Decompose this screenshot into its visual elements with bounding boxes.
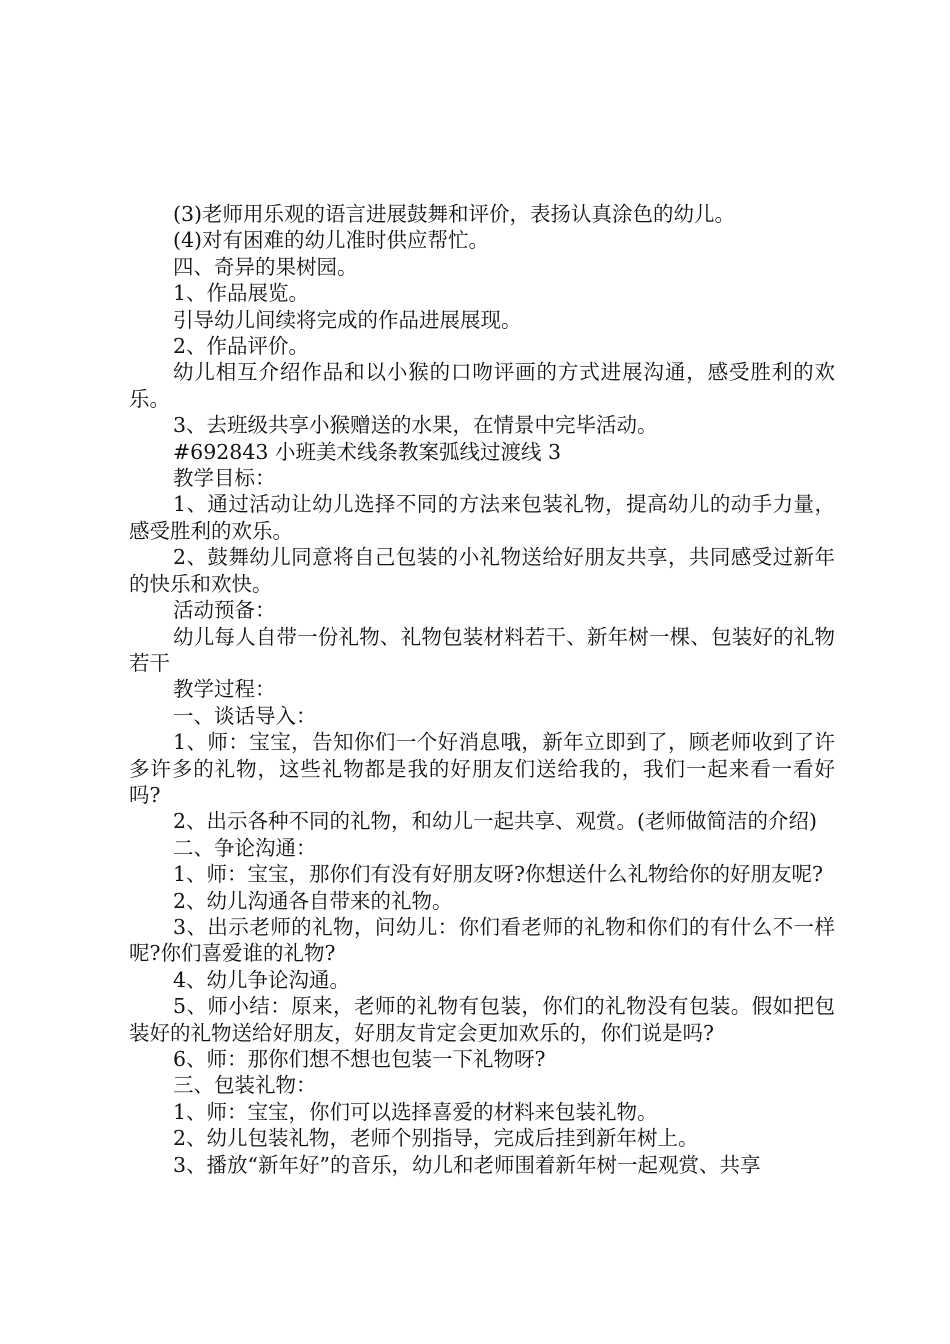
section-heading: 一、谈话导入： [173,703,317,728]
paragraph: 1、通过活动让幼儿选择不同的方法来包装礼物，提高幼儿的动手力量，感受胜利的欢乐。 [129,492,835,543]
section-heading: 教学目标： [173,466,276,491]
paragraph: 幼儿相互介绍作品和以小猴的口吻评画的方式进展沟通，感受胜利的欢乐。 [129,360,835,411]
paragraph: 1、师：宝宝，你们可以选择喜爱的材料来包装礼物。 [173,1099,658,1124]
paragraph: 2、鼓舞幼儿同意将自己包装的小礼物送给好朋友共享，共同感受过新年的快乐和欢快。 [129,545,835,596]
paragraph: (3)老师用乐观的语言进展鼓舞和评价，表扬认真涂色的幼儿。 [173,202,736,226]
paragraph: 6、师：那你们想不想也包装一下礼物呀? [173,1047,546,1071]
section-heading: 三、包装礼物： [173,1073,317,1098]
section-heading: 教学过程： [173,677,276,702]
paragraph: 1、作品展览。 [173,281,310,306]
paragraph: 1、师：宝宝，那你们有没有好朋友呀?你想送什么礼物给你的好朋友呢? [173,862,824,887]
paragraph: 3、去班级共享小猴赠送的水果，在情景中完毕活动。 [173,413,658,438]
paragraph: 引导幼儿间续将完成的作品进展展现。 [173,307,522,332]
paragraph: 2、幼儿沟通各自带来的礼物。 [173,888,453,913]
paragraph: 4、幼儿争论沟通。 [173,967,351,992]
section-heading: 四、奇异的果树园。 [173,254,358,279]
paragraph: 1、师：宝宝，告知你们一个好消息哦，新年立即到了，顾老师收到了许多许多的礼物，这些礼物都是我的好朋友们送给我的，我们一起来看一看好吗? [129,730,835,807]
document-title: #692843 小班美术线条教案弧线过渡线 3 [173,439,562,464]
paragraph: 2、幼儿包装礼物，老师个别指导，完成后挂到新年树上。 [173,1126,699,1151]
paragraph: 3、出示老师的礼物，问幼儿：你们看老师的礼物和你们的有什么不一样呢?你们喜爱谁的礼物? [129,914,835,966]
section-heading: 二、争论沟通： [173,835,317,860]
paragraph: 3、播放“新年好”的音乐，幼儿和老师围着新年树一起观赏、共享 [173,1152,761,1177]
paragraph: 幼儿每人自带一份礼物、礼物包装材料若干、新年树一棵、包装好的礼物若干 [129,624,835,675]
paragraph: 2、作品评价。 [173,334,310,359]
paragraph: (4)对有困难的幼儿准时供应帮忙。 [173,228,490,253]
paragraph: 2、出示各种不同的礼物，和幼儿一起共享、观赏。(老师做简洁的介绍) [173,809,818,834]
paragraph: 5、师小结：原来，老师的礼物有包装，你们的礼物没有包装。假如把包装好的礼物送给好朋友，好朋友肯定会更加欢乐的，你们说是吗? [129,994,835,1045]
document-body [129,201,835,1178]
section-heading: 活动预备： [173,598,276,623]
